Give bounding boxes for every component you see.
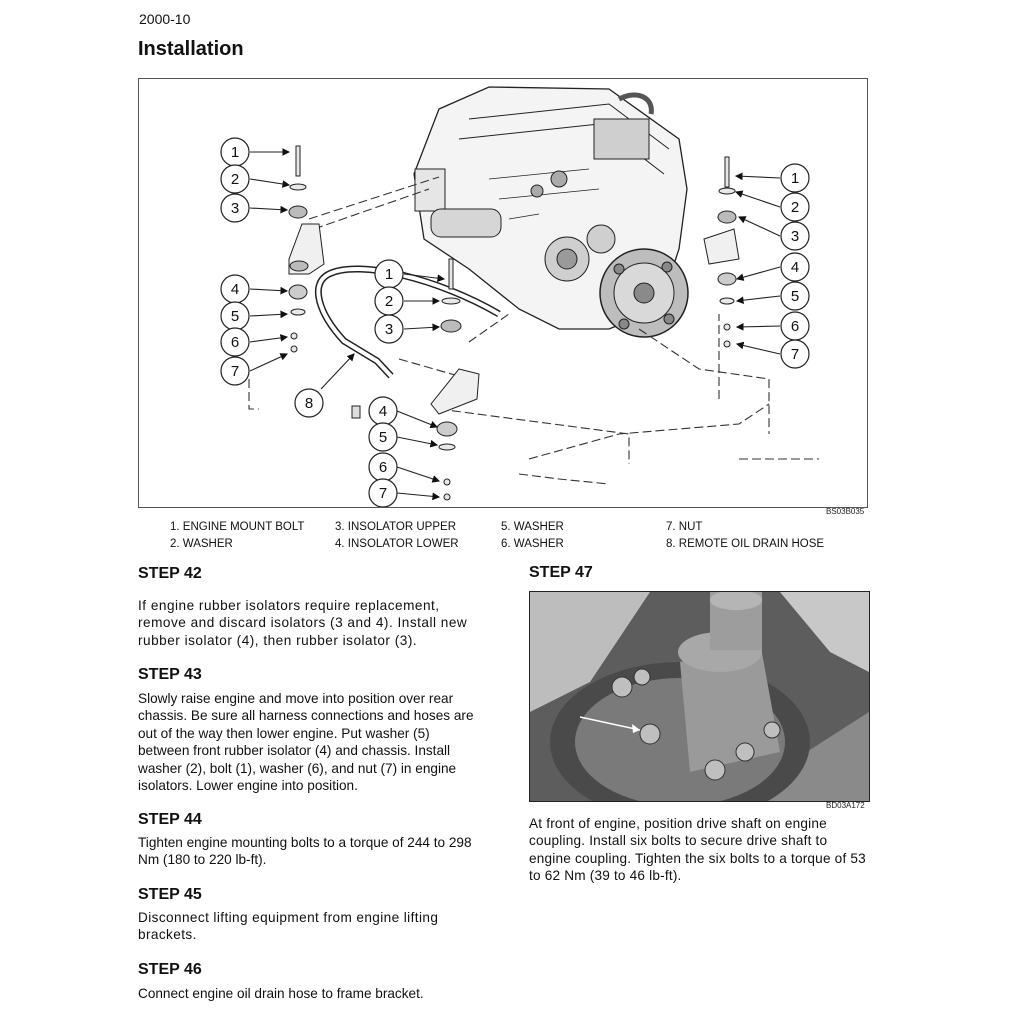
step-45-text: Disconnect lifting equipment from engine lifting brackets. bbox=[138, 910, 439, 943]
callout-label: 1 bbox=[790, 170, 800, 187]
callout-label: 2 bbox=[384, 293, 394, 310]
callout-label: 5 bbox=[378, 429, 388, 446]
step-47-title: STEP 47 bbox=[529, 564, 593, 581]
legend-item-5: 5. WASHER bbox=[501, 521, 564, 533]
oil-drain-hose bbox=[318, 269, 499, 376]
drive-shaft-photo bbox=[529, 591, 870, 802]
callout-label: 2 bbox=[790, 199, 800, 216]
callout-label: 5 bbox=[790, 288, 800, 305]
callout-label: 6 bbox=[230, 334, 240, 351]
legend-item-7: 7. NUT bbox=[666, 521, 703, 533]
step-46-title: STEP 46 bbox=[138, 961, 202, 978]
callout-label: 5 bbox=[230, 308, 240, 325]
callout-label: 1 bbox=[230, 144, 240, 161]
legend-item-1: 1. ENGINE MOUNT BOLT bbox=[170, 521, 305, 533]
step-44-title: STEP 44 bbox=[138, 811, 202, 828]
step-46-text: Connect engine oil drain hose to frame bracket. bbox=[138, 986, 424, 1001]
figure-1-code: BS03B035 bbox=[826, 507, 865, 516]
callout-label: 3 bbox=[790, 228, 800, 245]
callout-label: 7 bbox=[378, 485, 388, 502]
legend-item-3: 3. INSOLATOR UPPER bbox=[335, 521, 456, 533]
section-title: Installation bbox=[138, 38, 244, 60]
step-42-title: STEP 42 bbox=[138, 565, 202, 582]
left-mount-stack bbox=[289, 146, 324, 352]
callout-label: 3 bbox=[384, 321, 394, 338]
step-45-title: STEP 45 bbox=[138, 886, 202, 903]
callout-label: 3 bbox=[230, 200, 240, 217]
page-number: 2000-10 bbox=[139, 11, 191, 27]
step-44-text: Tighten engine mounting bolts to a torque of 244 to 298 Nm (180 to 220 lb-ft). bbox=[138, 835, 472, 868]
callout-label: 4 bbox=[378, 403, 388, 420]
legend-item-4: 4. INSOLATOR LOWER bbox=[335, 538, 459, 550]
engine-diagram-drawing bbox=[139, 79, 867, 507]
callout-label: 2 bbox=[230, 171, 240, 188]
callout-label: 6 bbox=[378, 459, 388, 476]
callout-label: 4 bbox=[230, 281, 240, 298]
callout-label: 7 bbox=[230, 363, 240, 380]
legend-item-8: 8. REMOTE OIL DRAIN HOSE bbox=[666, 538, 825, 550]
step-47-text: At front of engine, position drive shaft on engine coupling. Install six bolts to secure drive shaft to engine coupling. Tighten the six bolts to a torque of 53 to 62 Nm (39 to 46 lb-ft). bbox=[529, 816, 866, 884]
legend-item-2: 2. WASHER bbox=[170, 538, 233, 550]
step-43-text: Slowly raise engine and move into position over rear chassis. Be sure all harness connections and hoses are out of the way then lower engine. Put washer (5) between front rubber isolator (4) and chassis. Install washer (2), bolt (1), washer (6), and nut (7) in engine isolators. Lower engine into position. bbox=[138, 691, 474, 794]
step-43-title: STEP 43 bbox=[138, 666, 202, 683]
drive-shaft-photo-drawing bbox=[530, 592, 869, 801]
legend-item-6: 6. WASHER bbox=[501, 538, 564, 550]
callout-label: 7 bbox=[790, 346, 800, 363]
figure-2-code: BD03A172 bbox=[826, 801, 865, 810]
callout-label: 1 bbox=[384, 266, 394, 283]
step-42-text: If engine rubber isolators require replacement, remove and discard isolators (3 and 4). Install new rubber isolator (4), then rubber isolator (3). bbox=[138, 598, 468, 648]
callout-label: 4 bbox=[790, 259, 800, 276]
right-mount-stack bbox=[704, 157, 739, 347]
callout-label: 8 bbox=[304, 395, 314, 412]
engine-mount-diagram bbox=[138, 78, 868, 508]
callout-label: 6 bbox=[790, 318, 800, 335]
